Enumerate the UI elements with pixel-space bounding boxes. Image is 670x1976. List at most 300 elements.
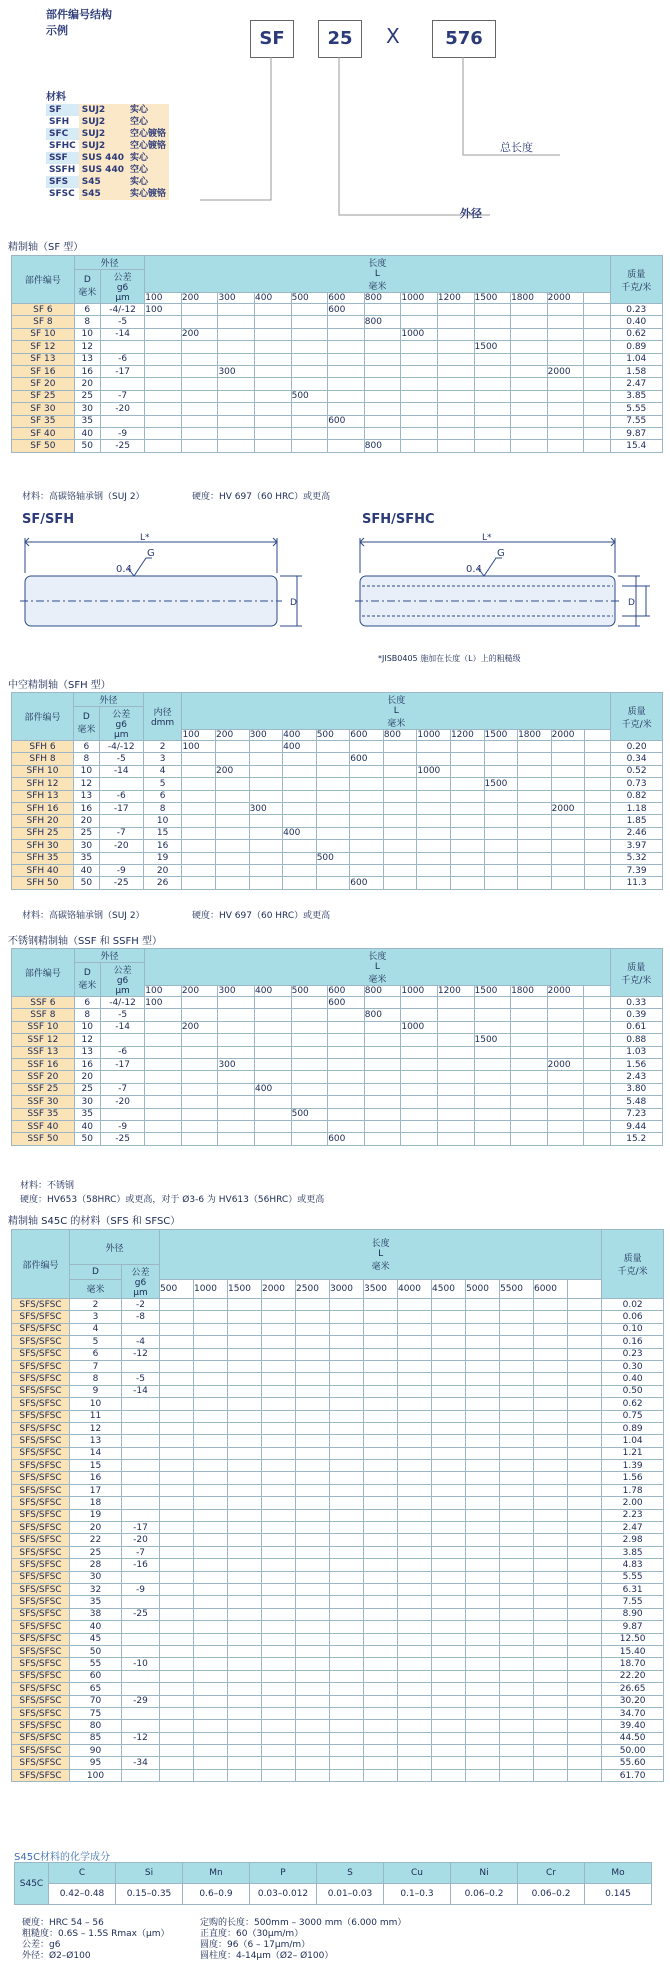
length-cell	[474, 365, 511, 377]
length-cell	[500, 1447, 534, 1459]
length-cell	[401, 1071, 438, 1083]
length-cell	[218, 1034, 255, 1046]
length-cell	[584, 1108, 610, 1120]
length-cell	[194, 1720, 228, 1732]
length-cell	[296, 1670, 330, 1682]
length-cell	[364, 1670, 398, 1682]
table-row	[12, 1571, 664, 1583]
length-cell	[262, 1769, 296, 1781]
length-cell	[364, 1757, 398, 1769]
length-cell	[316, 802, 350, 814]
length-cell	[328, 1046, 365, 1058]
length-cell	[401, 1058, 438, 1070]
diameter: 6	[73, 741, 99, 753]
length-cell	[364, 1522, 398, 1534]
header-mass-unit: 千克/米	[621, 719, 652, 730]
table-row	[12, 1720, 664, 1732]
tolerance	[122, 1633, 160, 1645]
tolerance	[122, 1472, 160, 1484]
length-cell	[364, 1571, 398, 1583]
header-part-number: 部件编号	[12, 949, 75, 997]
length-cell	[364, 997, 401, 1009]
length-cell	[262, 1621, 296, 1633]
diameter: 8	[74, 316, 100, 328]
diameter: 16	[74, 365, 100, 377]
table-row	[12, 1645, 664, 1657]
length-cell	[398, 1360, 432, 1372]
mass-value: 0.89	[610, 341, 662, 353]
table-row	[12, 1534, 664, 1546]
length-cell	[316, 753, 350, 765]
header-mass-label: 质量	[627, 962, 646, 973]
length-cell	[484, 765, 518, 777]
length-cell	[296, 1385, 330, 1397]
length-tick: 500	[160, 1279, 194, 1298]
length-cell	[228, 1633, 262, 1645]
length-cell	[255, 316, 292, 328]
sf-material-note: 材料：高碳铬轴承钢（SUJ 2）	[22, 492, 145, 502]
length-cell	[194, 1559, 228, 1571]
length-cell	[584, 304, 610, 316]
part-number: SFS/SFSC	[12, 1645, 70, 1657]
table-row	[12, 390, 663, 402]
length-cell	[364, 1707, 398, 1719]
left-radius-label: 0.4	[116, 564, 132, 575]
property-line: 粗糙度：0.6S – 1.5S Rmax（μm）	[22, 1929, 170, 1939]
part-number: SFS/SFSC	[12, 1683, 70, 1695]
tolerance: -20	[100, 403, 144, 415]
length-cell	[398, 1645, 432, 1657]
length-cell	[249, 852, 283, 864]
length-cell	[450, 790, 484, 802]
table-row	[12, 415, 663, 427]
length-cell	[547, 328, 584, 340]
part-number: SFS/SFSC	[12, 1373, 70, 1385]
material-steel: S45	[79, 188, 127, 200]
length-cell	[450, 840, 484, 852]
length-cell	[551, 840, 585, 852]
length-cell	[401, 1096, 438, 1108]
part-number: SFH 16	[12, 802, 74, 814]
length-cell	[500, 1385, 534, 1397]
tolerance: -4/-12	[99, 741, 143, 753]
table-row	[12, 341, 663, 353]
length-cell	[228, 1571, 262, 1583]
material-row	[46, 164, 169, 176]
length-cell	[249, 877, 283, 889]
length-cell	[568, 1732, 602, 1744]
length-cell	[511, 341, 548, 353]
length-cell	[283, 765, 317, 777]
part-number: SFH 25	[12, 827, 74, 839]
diameter: 3	[70, 1311, 122, 1323]
length-cell	[145, 1009, 182, 1021]
length-cell	[228, 1348, 262, 1360]
chem-value: 0.03–0.012	[250, 1884, 317, 1905]
length-cell	[194, 1497, 228, 1509]
length-cell	[534, 1720, 568, 1732]
length-tick-spacer	[584, 986, 610, 997]
mass-value: 0.23	[610, 304, 662, 316]
length-cell	[296, 1460, 330, 1472]
length-cell	[330, 1398, 364, 1410]
length-cell	[584, 403, 610, 415]
length-cell	[568, 1484, 602, 1496]
length-value: 1500	[474, 341, 511, 353]
tolerance	[122, 1497, 160, 1509]
length-cell	[568, 1745, 602, 1757]
sfh-material-note: 材料：高碳铬轴承钢（SUJ 2）	[22, 911, 145, 921]
length-cell	[160, 1484, 194, 1496]
length-cell	[466, 1360, 500, 1372]
length-cell	[584, 415, 610, 427]
length-cell	[551, 741, 585, 753]
length-cell	[437, 1108, 474, 1120]
length-tick: 3000	[330, 1279, 364, 1298]
diameter: 38	[70, 1608, 122, 1620]
length-cell	[511, 1046, 548, 1058]
length-cell	[466, 1546, 500, 1558]
mass-value: 0.39	[610, 1009, 662, 1021]
header-d-unit: 毫米	[78, 981, 97, 991]
length-cell	[145, 1120, 182, 1132]
length-cell	[328, 1009, 365, 1021]
length-cell	[511, 427, 548, 439]
length-cell	[160, 1410, 194, 1422]
length-cell	[228, 1559, 262, 1571]
length-cell	[534, 1460, 568, 1472]
length-cell	[511, 1096, 548, 1108]
length-cell	[568, 1621, 602, 1633]
tolerance	[122, 1707, 160, 1719]
part-number: SFS/SFSC	[12, 1422, 70, 1434]
length-cell	[262, 1447, 296, 1459]
table-row	[12, 1133, 663, 1145]
length-cell	[330, 1683, 364, 1695]
label-outer-diameter: 外径	[460, 207, 482, 220]
length-cell	[194, 1398, 228, 1410]
part-number: SFH 13	[12, 790, 74, 802]
diameter: 50	[74, 1133, 100, 1145]
length-cell	[432, 1447, 466, 1459]
length-cell	[194, 1621, 228, 1633]
length-cell	[262, 1472, 296, 1484]
inner-diameter: 20	[143, 864, 182, 876]
length-cell	[249, 790, 283, 802]
length-cell	[398, 1695, 432, 1707]
right-d-label: D	[628, 598, 635, 608]
length-cell	[364, 1484, 398, 1496]
property-line: 定购的长度：500mm – 3000 mm（6.000 mm）	[200, 1918, 407, 1928]
header-mass	[610, 949, 662, 997]
length-cell	[466, 1534, 500, 1546]
length-cell	[296, 1745, 330, 1757]
length-cell	[330, 1460, 364, 1472]
length-cell	[534, 1683, 568, 1695]
diameter: 2	[70, 1299, 122, 1311]
left-g-label: G	[147, 548, 155, 559]
length-cell	[364, 1108, 401, 1120]
length-tick: 1200	[437, 986, 474, 997]
table-row	[12, 1769, 664, 1781]
length-cell	[328, 378, 365, 390]
length-cell	[283, 864, 317, 876]
inner-diameter: 3	[143, 753, 182, 765]
material-code: SFS	[46, 176, 79, 188]
length-cell	[160, 1608, 194, 1620]
table-row	[12, 1385, 664, 1397]
part-number: SFS/SFSC	[12, 1497, 70, 1509]
length-tick: 300	[249, 730, 283, 741]
length-cell	[330, 1670, 364, 1682]
length-cell	[181, 1133, 218, 1145]
header-tolerance-line: 公差	[113, 273, 132, 283]
length-cell	[417, 840, 451, 852]
length-cell	[255, 1108, 292, 1120]
length-cell	[401, 378, 438, 390]
length-cell	[330, 1509, 364, 1521]
length-tick-spacer	[568, 1279, 602, 1298]
length-cell	[181, 1034, 218, 1046]
length-cell	[534, 1497, 568, 1509]
length-cell	[466, 1645, 500, 1657]
length-cell	[401, 427, 438, 439]
mass-value: 0.06	[602, 1311, 664, 1323]
length-cell	[364, 415, 401, 427]
length-cell	[484, 802, 518, 814]
length-cell	[181, 378, 218, 390]
part-number: SFS/SFSC	[12, 1299, 70, 1311]
diameter: 28	[70, 1559, 122, 1571]
length-cell	[194, 1422, 228, 1434]
mass-value: 55.60	[602, 1757, 664, 1769]
length-tick: 1000	[401, 986, 438, 997]
length-cell	[160, 1398, 194, 1410]
length-cell	[568, 1509, 602, 1521]
part-number: SFS/SFSC	[12, 1707, 70, 1719]
length-cell	[364, 1323, 398, 1335]
length-cell	[255, 1096, 292, 1108]
header-tolerance-line: 公差	[131, 1268, 150, 1278]
tolerance: -7	[122, 1546, 160, 1558]
tolerance: -7	[100, 1083, 144, 1095]
chem-element: Mo	[585, 1863, 652, 1884]
length-cell	[328, 341, 365, 353]
tolerance	[122, 1645, 160, 1657]
length-cell	[181, 390, 218, 402]
length-cell	[437, 390, 474, 402]
length-cell	[474, 1071, 511, 1083]
length-cell	[500, 1571, 534, 1583]
length-cell	[398, 1757, 432, 1769]
part-number: SFS/SFSC	[12, 1522, 70, 1534]
table-row	[12, 1096, 663, 1108]
length-cell	[145, 365, 182, 377]
length-cell	[194, 1360, 228, 1372]
length-tick: 2000	[547, 986, 584, 997]
length-cell	[182, 790, 216, 802]
length-cell	[291, 440, 328, 452]
length-cell	[216, 741, 250, 753]
header-row	[12, 1279, 664, 1298]
mass-value: 0.30	[602, 1360, 664, 1372]
header-length-line: 长度	[368, 952, 387, 962]
length-cell	[432, 1645, 466, 1657]
length-cell	[160, 1522, 194, 1534]
length-cell	[262, 1571, 296, 1583]
length-cell	[328, 1120, 365, 1132]
length-cell	[547, 341, 584, 353]
mass-value: 0.40	[610, 316, 662, 328]
length-cell	[228, 1410, 262, 1422]
table-row	[12, 1360, 664, 1372]
length-cell	[585, 827, 611, 839]
material-type: 空心镀铬	[127, 140, 169, 152]
length-cell	[585, 802, 611, 814]
code-length: 576	[432, 20, 496, 58]
length-cell	[500, 1707, 534, 1719]
tolerance: -7	[100, 390, 144, 402]
part-number: SFS/SFSC	[12, 1745, 70, 1757]
chem-header-row	[15, 1863, 652, 1884]
length-cell	[364, 1373, 398, 1385]
length-cell	[194, 1323, 228, 1335]
length-cell	[466, 1484, 500, 1496]
length-cell	[262, 1385, 296, 1397]
length-cell	[228, 1608, 262, 1620]
length-cell	[255, 440, 292, 452]
length-cell	[474, 1108, 511, 1120]
length-cell	[401, 1120, 438, 1132]
table-row	[12, 365, 663, 377]
length-cell	[262, 1336, 296, 1348]
sf-table	[11, 255, 663, 453]
length-cell	[145, 1096, 182, 1108]
tolerance	[100, 1071, 144, 1083]
chem-element: Si	[116, 1863, 183, 1884]
length-cell	[484, 852, 518, 864]
length-cell	[364, 1695, 398, 1707]
length-cell	[330, 1373, 364, 1385]
part-number: SFS/SFSC	[12, 1472, 70, 1484]
length-cell	[568, 1522, 602, 1534]
part-number: SFS/SFSC	[12, 1435, 70, 1447]
material-row	[46, 152, 169, 164]
length-cell	[145, 1071, 182, 1083]
length-tick: 1800	[511, 986, 548, 997]
length-cell	[160, 1769, 194, 1781]
length-tick: 400	[255, 293, 292, 304]
table-row	[12, 378, 663, 390]
right-g-label: G	[497, 548, 505, 559]
diameter: 13	[74, 353, 100, 365]
length-cell	[534, 1732, 568, 1744]
length-cell	[466, 1522, 500, 1534]
length-cell	[364, 1071, 401, 1083]
mass-value: 0.50	[602, 1385, 664, 1397]
length-cell	[218, 390, 255, 402]
length-cell	[511, 353, 548, 365]
length-cell	[585, 815, 611, 827]
materials-title: 材料	[46, 92, 66, 103]
length-cell	[547, 415, 584, 427]
length-cell	[218, 304, 255, 316]
header-length-line: 毫米	[368, 975, 387, 985]
chem-element: S	[317, 1863, 384, 1884]
length-cell	[432, 1670, 466, 1682]
length-cell	[255, 1058, 292, 1070]
length-cell	[401, 1083, 438, 1095]
header-part-number: 部件编号	[12, 1230, 70, 1299]
length-cell	[283, 753, 317, 765]
inner-diameter: 4	[143, 765, 182, 777]
length-cell	[584, 1034, 610, 1046]
length-cell	[511, 390, 548, 402]
length-cell	[364, 1633, 398, 1645]
length-cell	[330, 1745, 364, 1757]
length-cell	[330, 1720, 364, 1732]
length-cell	[249, 864, 283, 876]
length-cell	[160, 1732, 194, 1744]
length-cell	[432, 1695, 466, 1707]
tolerance: -17	[99, 802, 143, 814]
length-cell	[181, 304, 218, 316]
mass-value: 12.50	[602, 1633, 664, 1645]
length-cell	[584, 378, 610, 390]
length-cell	[330, 1497, 364, 1509]
length-cell	[160, 1621, 194, 1633]
length-cell	[160, 1497, 194, 1509]
length-cell	[218, 1133, 255, 1145]
length-cell	[283, 877, 317, 889]
length-cell	[228, 1645, 262, 1657]
length-cell	[228, 1695, 262, 1707]
header-outer-diameter: 外径	[73, 693, 143, 707]
length-cell	[283, 840, 317, 852]
length-cell	[350, 765, 384, 777]
length-cell	[218, 316, 255, 328]
length-cell	[330, 1422, 364, 1434]
length-cell	[145, 1021, 182, 1033]
length-cell	[432, 1583, 466, 1595]
length-cell	[330, 1534, 364, 1546]
chem-value: 0.06–0.2	[518, 1884, 585, 1905]
chem-value: 0.42–0.48	[49, 1884, 116, 1905]
header-id-label: 内径	[153, 708, 172, 718]
length-cell	[518, 753, 552, 765]
length-cell	[255, 1133, 292, 1145]
length-cell	[518, 790, 552, 802]
length-value: 300	[249, 802, 283, 814]
header-part-number: 部件编号	[12, 693, 74, 741]
table-row	[12, 765, 663, 777]
diameter: 6	[74, 997, 100, 1009]
length-cell	[500, 1472, 534, 1484]
length-cell	[182, 827, 216, 839]
length-cell	[364, 1621, 398, 1633]
table-row	[12, 1071, 663, 1083]
tolerance: -17	[122, 1522, 160, 1534]
length-cell	[466, 1695, 500, 1707]
diameter: 32	[70, 1583, 122, 1595]
mass-value: 2.46	[611, 827, 663, 839]
length-cell	[398, 1720, 432, 1732]
length-cell	[417, 741, 451, 753]
tolerance	[100, 1034, 144, 1046]
length-cell	[181, 1120, 218, 1132]
length-cell	[216, 840, 250, 852]
header-tolerance	[100, 963, 144, 997]
